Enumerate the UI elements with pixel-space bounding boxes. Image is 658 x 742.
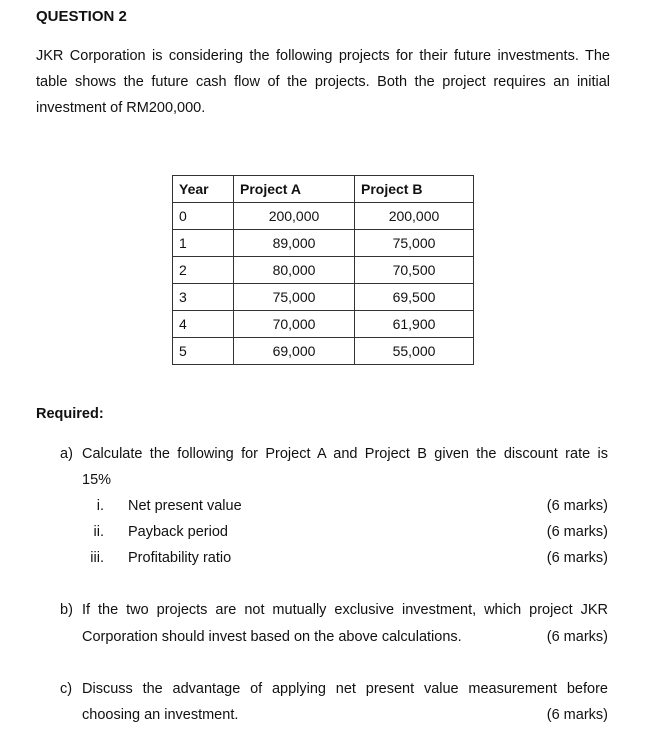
item-text: Net present value <box>128 498 242 514</box>
part-a-label: a) <box>60 446 73 462</box>
part-b-label: b) <box>60 602 73 618</box>
item-text: Profitability ratio <box>128 550 232 566</box>
part-b-marks: (6 marks) <box>546 629 608 645</box>
required-label: Required: <box>36 406 104 422</box>
table-row <box>173 257 474 284</box>
cell-project-b: 69,500 <box>355 284 474 311</box>
table-row <box>173 203 474 230</box>
cell-year: 1 <box>173 230 234 257</box>
header-project-b: Project B <box>355 176 474 203</box>
question-heading: QUESTION 2 <box>36 8 127 25</box>
part-c-label: c) <box>60 681 73 697</box>
cell-project-a: 80,000 <box>234 257 355 284</box>
table-row <box>173 338 474 365</box>
cell-project-a: 89,000 <box>234 230 355 257</box>
part-c-line-2: choosing an investment. <box>82 707 239 723</box>
table-row <box>173 284 474 311</box>
item-marks: (6 marks) <box>546 498 608 514</box>
cell-year: 0 <box>173 203 234 230</box>
part-a-line-2: 15% <box>82 472 112 488</box>
cell-year: 4 <box>173 311 234 338</box>
table-row <box>173 230 474 257</box>
cell-project-b: 70,500 <box>355 257 474 284</box>
item-number: iii. <box>90 550 104 566</box>
header-year: Year <box>173 176 234 203</box>
part-a-line-1: Calculate the following for Project A and Project B given the discount rate is <box>82 446 608 462</box>
cell-project-a: 70,000 <box>234 311 355 338</box>
cash-flow-table <box>172 175 474 365</box>
cell-project-a: 200,000 <box>234 203 355 230</box>
part-c-marks: (6 marks) <box>546 707 608 723</box>
cell-project-b: 55,000 <box>355 338 474 365</box>
table-header-row <box>173 176 474 203</box>
item-number: ii. <box>93 524 104 540</box>
item-marks: (6 marks) <box>546 550 608 566</box>
item-marks: (6 marks) <box>546 524 608 540</box>
cell-year: 3 <box>173 284 234 311</box>
cell-project-a: 69,000 <box>234 338 355 365</box>
cell-project-b: 200,000 <box>355 203 474 230</box>
cell-project-b: 75,000 <box>355 230 474 257</box>
intro-line-1: JKR Corporation is considering the following projects for their future investments. The <box>36 48 610 64</box>
intro-line-2: table shows the future cash flow of the projects. Both the project requires an initial <box>36 74 610 90</box>
cell-year: 5 <box>173 338 234 365</box>
part-b-line-1: If the two projects are not mutually exclusive investment, which project JKR <box>82 602 608 618</box>
part-b-line-2: Corporation should invest based on the above calculations. <box>82 629 462 645</box>
cell-project-b: 61,900 <box>355 311 474 338</box>
cell-year: 2 <box>173 257 234 284</box>
item-text: Payback period <box>128 524 228 540</box>
table-row <box>173 311 474 338</box>
item-number: i. <box>96 498 104 514</box>
cell-project-a: 75,000 <box>234 284 355 311</box>
intro-line-3: investment of RM200,000. <box>36 100 206 116</box>
header-project-a: Project A <box>234 176 355 203</box>
part-c-line-1: Discuss the advantage of applying net present value measurement before <box>82 681 608 697</box>
